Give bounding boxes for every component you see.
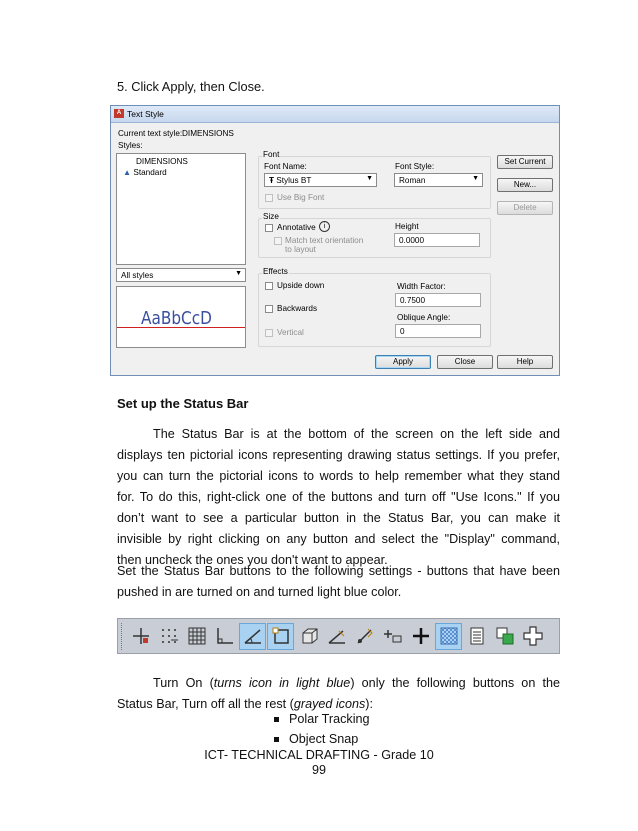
paragraph-line: Set the Status Bar buttons to the following settings - buttons that have been: [117, 564, 560, 578]
paragraph-line: The Status Bar is at the bottom of the screen on the left side and: [153, 427, 560, 441]
status-bar-strip: [117, 618, 560, 654]
font-style-dropdown[interactable]: [394, 173, 483, 187]
current-style-label: Current text style:: [118, 129, 183, 138]
font-name-label: Font Name:: [264, 162, 307, 171]
style-item-standard[interactable]: ▲ Standard: [123, 168, 167, 177]
upside-down-checkbox[interactable]: [265, 282, 273, 290]
width-factor-label: Width Factor:: [397, 282, 446, 291]
styles-label: Styles:: [118, 141, 143, 150]
use-big-font-label: Use Big Font: [277, 193, 325, 202]
upside-down-label: Upside down: [277, 281, 325, 290]
height-input[interactable]: 0.0000: [394, 233, 480, 247]
effects-group-label: Effects: [263, 267, 288, 276]
apply-button[interactable]: Apply: [375, 355, 431, 369]
section-heading: Set up the Status Bar: [117, 396, 249, 411]
style-item-dimensions[interactable]: DIMENSIONS: [136, 157, 188, 166]
step-instruction: 5. Click Apply, then Close.: [117, 79, 265, 94]
dynamic-ucs-icon[interactable]: [351, 623, 378, 650]
truetype-font-icon: Ŧ: [269, 176, 275, 185]
autocad-app-icon: A: [114, 109, 124, 118]
show-lineweight-icon[interactable]: [407, 623, 434, 650]
paragraph-line: you can turn the pictorial icons to words to help remember what they stand: [117, 469, 560, 483]
vertical-label: Vertical: [277, 328, 304, 337]
dynamic-input-icon[interactable]: [379, 623, 406, 650]
paragraph-line: don’t want to see a particular button in the Status Bar, you can make it: [117, 511, 560, 525]
close-button[interactable]: Close: [437, 355, 493, 369]
dropdown-arrow-icon: ▼: [366, 175, 373, 182]
current-style-value: DIMENSIONS: [182, 129, 234, 138]
help-button[interactable]: Help: [497, 355, 553, 369]
polar-tracking-icon[interactable]: [239, 623, 266, 650]
use-big-font-checkbox[interactable]: [265, 194, 273, 202]
font-style-label: Font Style:: [395, 162, 435, 171]
text-preview: [116, 286, 246, 348]
styles-filter-value: All styles: [121, 271, 154, 280]
dialog-title-bar[interactable]: [111, 106, 559, 123]
match-orientation-label-2: to layout: [285, 245, 316, 254]
bullet-square-icon: [274, 737, 279, 742]
dropdown-arrow-icon: ▼: [235, 270, 242, 277]
bullet-square-icon: [274, 717, 279, 722]
infer-constraints-icon[interactable]: [127, 623, 154, 650]
selection-cycling-icon[interactable]: [491, 623, 518, 650]
annotative-checkbox[interactable]: [265, 224, 273, 232]
annotation-monitor-icon[interactable]: [519, 623, 546, 650]
annotative-label: Annotative: [277, 223, 316, 232]
list-item: Polar Tracking: [274, 709, 370, 729]
snap-mode-icon[interactable]: [155, 623, 182, 650]
set-current-button[interactable]: Set Current: [497, 155, 553, 169]
dialog-title: Text Style: [127, 109, 164, 119]
font-style-value: Roman: [399, 176, 426, 185]
paragraph-line: displays ten pictorial icons representing drawing status settings. If you prefer,: [117, 448, 560, 462]
styles-filter-dropdown[interactable]: [116, 268, 246, 282]
bullet-list: [274, 709, 370, 749]
object-snap-icon[interactable]: [267, 623, 294, 650]
font-group-label: Font: [263, 150, 280, 159]
annotative-info-icon[interactable]: i: [319, 221, 330, 232]
text-style-dialog: [110, 105, 560, 376]
vertical-checkbox[interactable]: [265, 329, 273, 337]
grid-display-icon[interactable]: [183, 623, 210, 650]
height-label: Height: [395, 222, 419, 231]
paragraph-line: pushed in are turned on and turned light blue color.: [117, 585, 402, 599]
match-orientation-label-1: Match text orientation: [285, 236, 364, 245]
page-number: 99: [311, 763, 326, 777]
status-bar-settings-note: [117, 561, 560, 603]
annotative-style-icon: ▲: [123, 168, 132, 177]
instruction-line-2: Status Bar, Turn off all the rest (grayed icons):: [117, 697, 373, 711]
oblique-angle-label: Oblique Angle:: [397, 313, 451, 322]
size-group-label: Size: [263, 212, 279, 221]
font-name-value: Ŧ Stylus BT: [269, 176, 312, 185]
quick-properties-icon[interactable]: [463, 623, 490, 650]
ortho-mode-icon[interactable]: [211, 623, 238, 650]
instruction-line-1: Turn On (turns icon in light blue) only the following buttons on the: [153, 676, 561, 690]
dropdown-arrow-icon: ▼: [472, 175, 479, 182]
match-orientation-checkbox[interactable]: [274, 237, 282, 245]
styles-list[interactable]: [116, 153, 246, 265]
footer-title: ICT- TECHNICAL DRAFTING - Grade 10: [204, 748, 434, 762]
preview-sample-text: AaBbCcD: [141, 308, 212, 329]
backwards-label: Backwards: [277, 304, 318, 313]
new-style-button[interactable]: New...: [497, 178, 553, 192]
font-name-dropdown[interactable]: [264, 173, 377, 187]
list-item: Object Snap: [274, 729, 370, 749]
oblique-angle-input[interactable]: 0: [395, 324, 481, 338]
status-bar-description: [117, 424, 560, 571]
3d-object-snap-icon[interactable]: [295, 623, 322, 650]
width-factor-input[interactable]: 0.7500: [395, 293, 481, 307]
object-snap-tracking-icon[interactable]: [323, 623, 350, 650]
transparency-icon[interactable]: [435, 623, 462, 650]
delete-style-button[interactable]: Delete: [497, 201, 553, 215]
paragraph-line: then uncheck the ones you don't want to appear.: [117, 553, 388, 567]
paragraph-line: invisible by right clicking on any button and select the "Display" command,: [117, 532, 560, 546]
backwards-checkbox[interactable]: [265, 305, 273, 313]
paragraph-line: for. To do this, right-click one of the buttons and turn off "Use Icons." If you: [117, 490, 560, 504]
toolbar-grip[interactable]: [121, 623, 125, 650]
